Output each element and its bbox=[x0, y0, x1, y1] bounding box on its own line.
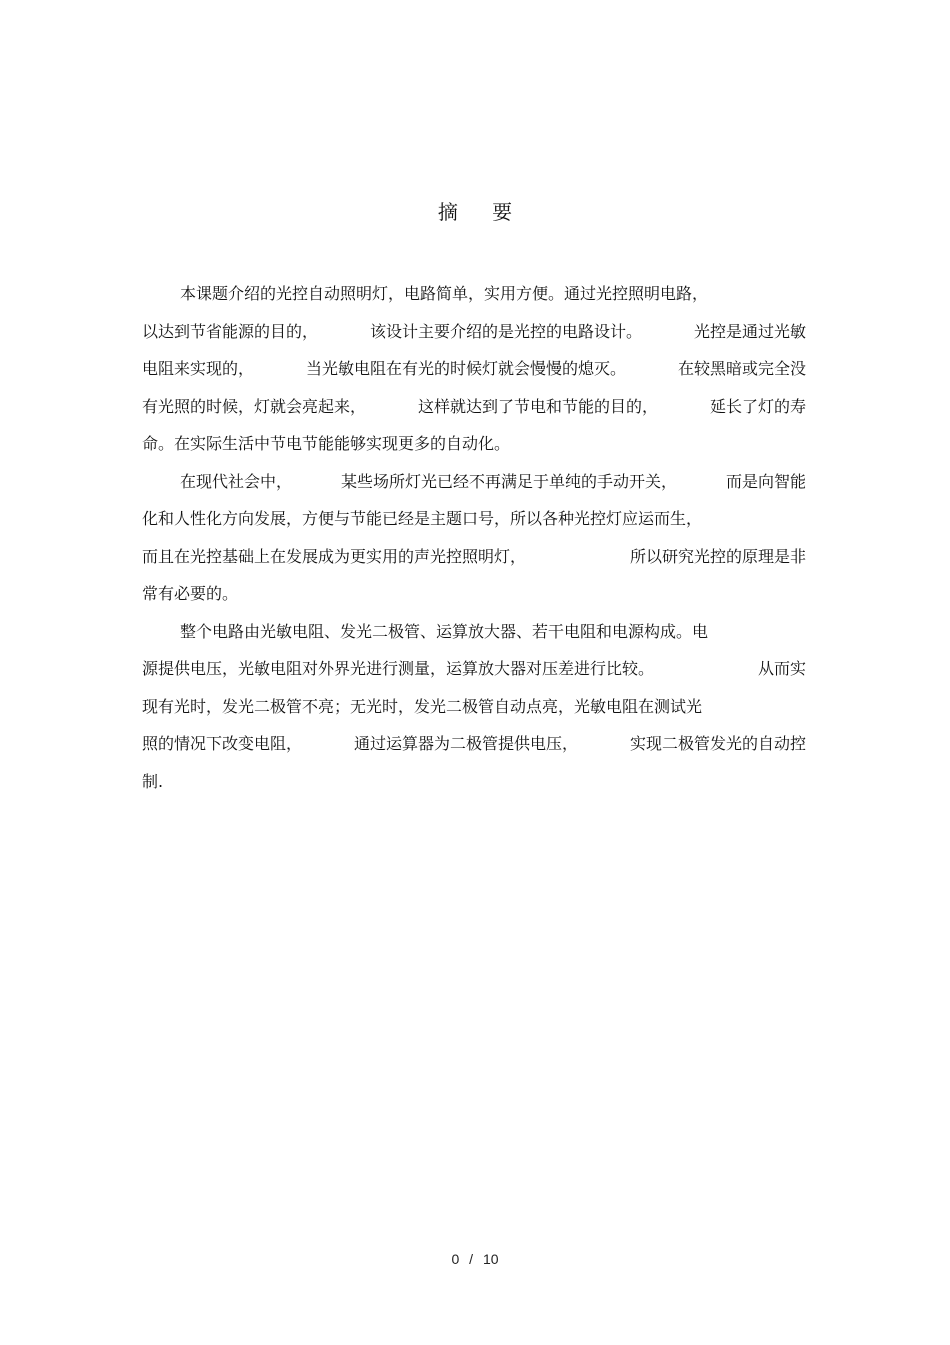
paragraph-1-line-4 bbox=[142, 397, 806, 435]
paragraph-3-line-3 bbox=[142, 697, 806, 735]
text-segment: 通过运算器为二极管提供电压， bbox=[353, 734, 578, 753]
paragraph-3-line-5 bbox=[142, 772, 806, 810]
text-segment: 光控是通过光敏 bbox=[693, 321, 806, 341]
paragraph-3-line-4 bbox=[142, 734, 806, 772]
paragraph-2-line-4 bbox=[142, 584, 806, 622]
text-segment: 当光敏电阻在有光的时候灯就会慢慢的熄灭。 bbox=[305, 359, 626, 378]
text-segment: 而是向智能 bbox=[725, 471, 806, 491]
paragraph-3-line-1 bbox=[142, 622, 806, 660]
paragraph-2-line-2 bbox=[142, 509, 806, 547]
paragraph-3-line-2 bbox=[142, 659, 806, 697]
text-segment: 在较黑暗或完全没 bbox=[677, 359, 806, 378]
text-segment: 延长了灯的寿 bbox=[709, 396, 806, 416]
text-segment: 所以研究光控的原理是非 bbox=[629, 546, 806, 566]
text-segment: 化和人性化方向发展，方便与节能已经是主题口号，所以各种光控灯应运而生， bbox=[142, 509, 703, 528]
page-number: 0 / 10 bbox=[451, 1251, 499, 1267]
text-segment: 从而实 bbox=[757, 659, 806, 678]
text-segment: 现有光时，发光二极管不亮；无光时，发光二极管自动点亮，光敏电阻在测试光 bbox=[142, 696, 703, 716]
paragraph-1-line-1 bbox=[142, 284, 806, 322]
text-segment: 整个电路由光敏电阻、发光二极管、运算放大器、若干电阻和电源构成。电 bbox=[180, 621, 709, 641]
text-segment: 电阻来实现的， bbox=[142, 359, 255, 378]
text-segment: 在现代社会中， bbox=[180, 471, 293, 491]
text-segment: 而且在光控基础上在发展成为更实用的声光控照明灯， bbox=[142, 546, 527, 566]
page-title: 摘 要 bbox=[437, 200, 527, 224]
paragraph-2-line-1 bbox=[142, 472, 806, 510]
text-segment: 制. bbox=[142, 771, 164, 791]
text-segment: 源提供电压，光敏电阻对外界光进行测量，运算放大器对压差进行比较。 bbox=[142, 659, 655, 678]
text-segment: 某些场所灯光已经不再满足于单纯的手动开关， bbox=[340, 471, 677, 491]
paragraph-2-line-3 bbox=[142, 547, 806, 585]
text-segment: 本课题介绍的光控自动照明灯，电路简单，实用方便。通过光控照明电路， bbox=[180, 284, 709, 303]
text-segment: 命。在实际生活中节电节能能够实现更多的自动化。 bbox=[142, 434, 511, 453]
text-segment: 这样就达到了节电和节能的目的， bbox=[417, 396, 658, 416]
text-segment: 该设计主要介绍的是光控的电路设计。 bbox=[369, 321, 642, 341]
paragraph-1-line-5 bbox=[142, 434, 806, 472]
paragraph-1-line-2 bbox=[142, 322, 806, 360]
paragraph-1-line-3 bbox=[142, 359, 806, 397]
text-segment: 常有必要的。 bbox=[142, 584, 239, 603]
text-segment: 以达到节省能源的目的， bbox=[142, 321, 319, 341]
text-segment: 有光照的时候，灯就会亮起来， bbox=[142, 396, 367, 416]
abstract-body bbox=[142, 284, 806, 809]
text-segment: 实现二极管发光的自动控 bbox=[629, 734, 806, 753]
text-segment: 照的情况下改变电阻， bbox=[142, 734, 303, 753]
